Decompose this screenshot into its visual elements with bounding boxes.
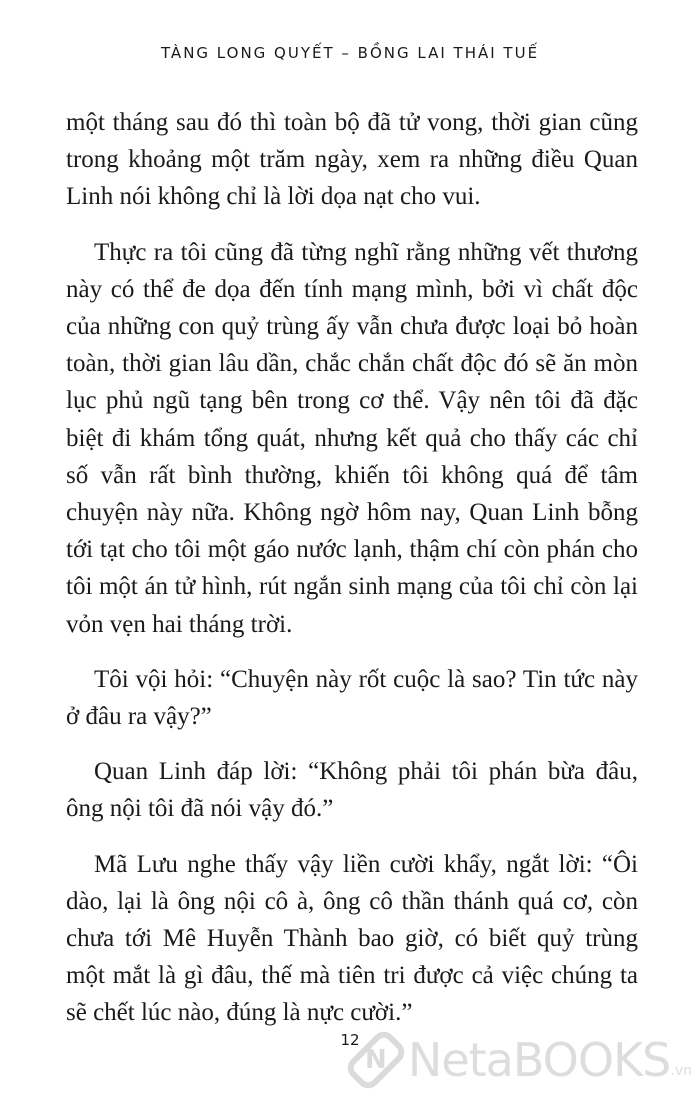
- paragraph: một tháng sau đó thì toàn bộ đã tử vong, thời gian cũng trong khoảng một trăm ngày, xem ra những điều Quan Linh nói không chỉ là lời dọa nạt cho vui.: [66, 109, 638, 211]
- paragraph: Quan Linh đáp lời: “Không phải tôi phán bừa đâu, ông nội tôi đã nói vậy đó.”: [66, 758, 638, 823]
- paragraph: Tôi vội hỏi: “Chuyện này rốt cuộc là sao? Tin tức này ở đâu ra vậy?”: [66, 665, 638, 731]
- running-header: TÀNG LONG QUYẾT – BỒNG LAI THÁI TUẾ: [160, 44, 540, 62]
- body-text: [66, 104, 638, 1050]
- watermark: [352, 1025, 692, 1095]
- paragraph: Mã Lưu nghe thấy vậy liền cười khẩy, ngắt lời: “Ôi dào, lại là ông nội cô à, ông cô thần thánh quá cơ, còn chưa tới Mê Huyễn Thành bao giờ, có biết quỷ trùng một mắt là gì đâu, thế mà tiên tri được cả việc chúng ta sẽ chết lúc nào, đúng là nực cười.”: [66, 850, 638, 1027]
- watermark-brand: NetaBOOKS: [407, 1033, 671, 1087]
- logo-letter: N: [365, 1045, 387, 1075]
- page-number: 12: [340, 1031, 360, 1049]
- watermark-suffix: .vn: [670, 1063, 692, 1079]
- netabooks-logo-icon: [343, 1027, 409, 1093]
- paragraph: Thực ra tôi cũng đã từng nghĩ rằng những vết thương này có thể đe dọa đến tính mạng mình, bởi vì chất độc của những con quỷ trùng ấy vẫn chưa được loại bỏ hoàn toàn, thời gian lâu dần, chắc chắn chất độc đó sẽ ăn mòn lục phủ ngũ tạng bên trong cơ thể. Vậy nên tôi đã đặc biệt đi khám tổng quát, nhưng kết quả cho thấy các chỉ số vẫn rất bình thường, khiến tôi không quá để tâm chuyện này nữa. Không ngờ hôm nay, Quan Linh bỗng tới tạt cho tôi một gáo nước lạnh, thậm chí còn phán cho tôi một án tử hình, rút ngắn sinh mạng của tôi chỉ còn lại vỏn vẹn hai tháng trời.: [66, 238, 638, 638]
